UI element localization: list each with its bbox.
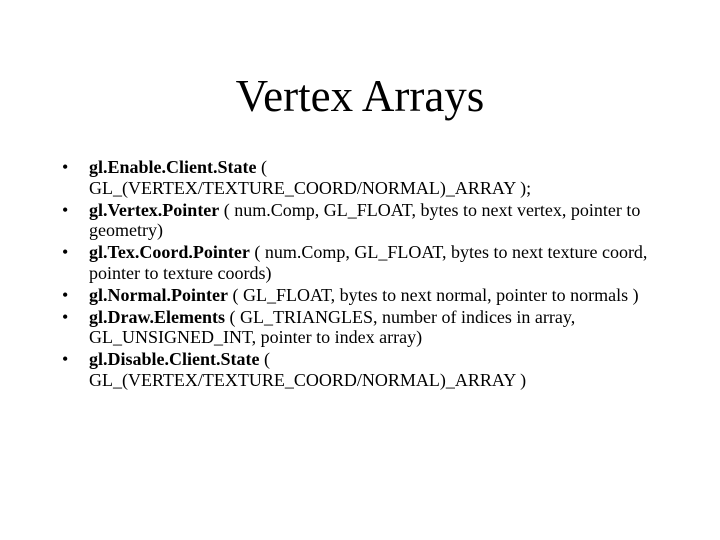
bullet-icon: •	[62, 284, 69, 305]
bullet-icon: •	[62, 157, 69, 177]
bullet-icon: •	[62, 349, 69, 369]
bullet-item	[62, 200, 682, 241]
bullet-item	[62, 285, 682, 306]
function-name: gl.Draw.Elements	[89, 306, 225, 327]
function-name: gl.Disable.Client.State	[89, 349, 260, 369]
function-name: gl.Tex.Coord.Pointer	[89, 242, 250, 262]
function-name: gl.Vertex.Pointer	[89, 199, 220, 220]
function-args: ( GL_(VERTEX/TEXTURE_COORD/NORMAL)_ARRAY );	[89, 157, 532, 198]
function-args: ( num.Comp, GL_FLOAT, bytes to next vertex, pointer to geometry)	[89, 199, 641, 240]
bullet-item	[62, 242, 682, 283]
function-name: gl.Normal.Pointer	[89, 284, 228, 305]
bullet-icon: •	[62, 242, 69, 262]
bullet-item	[62, 157, 682, 198]
bullet-icon: •	[62, 199, 69, 220]
bullet-item	[62, 307, 682, 348]
function-args: ( num.Comp, GL_FLOAT, bytes to next texture coord, pointer to texture coords)	[89, 242, 648, 283]
function-args: ( GL_TRIANGLES, number of indices in array, GL_UNSIGNED_INT, pointer to index array)	[89, 306, 576, 347]
bullet-list	[62, 157, 682, 392]
bullet-item	[62, 349, 682, 390]
function-args: ( GL_(VERTEX/TEXTURE_COORD/NORMAL)_ARRAY )	[89, 349, 527, 390]
function-name: gl.Enable.Client.State	[89, 157, 257, 177]
function-args: ( GL_FLOAT, bytes to next normal, pointer to normals )	[227, 284, 639, 305]
bullet-icon: •	[62, 306, 69, 327]
slide-title: Vertex Arrays	[235, 71, 485, 121]
